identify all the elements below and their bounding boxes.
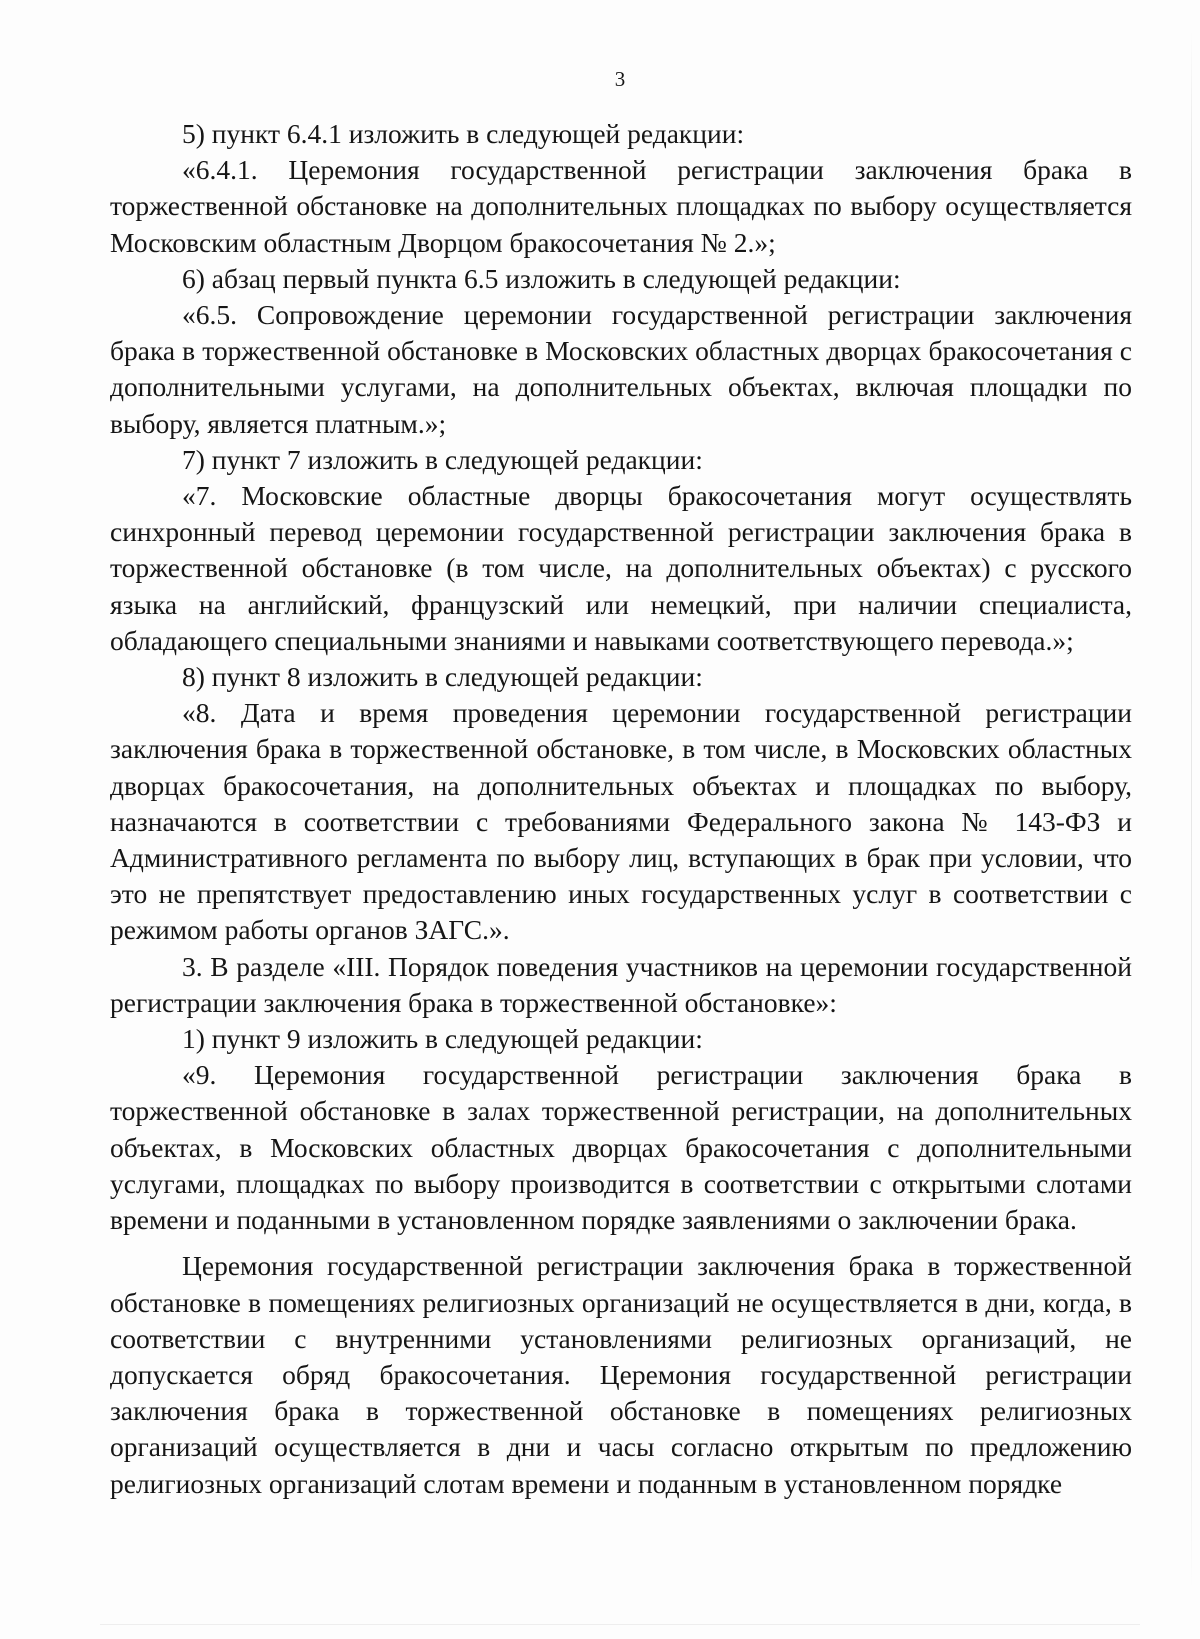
paragraph-item-6: 6) абзац первый пункта 6.5 изложить в следующей редакции: [182,262,901,294]
paragraph-clause-9: «9. Церемония государственной регистрации заключения брака в торжественной обстановке в залах торжественной регистрации, на дополнительных объектах, в Московских областных дворцах бракосочетания с дополнительными услугами, площадках по выбору производится в соответствии с открытыми слотами времени и поданными в установленном порядке заявлениями о заключении брака. [110,1059,1132,1236]
paragraph-religious-ceremony: Церемония государственной регистрации заключения брака в торжественной обстановке в помещениях религиозных организаций не осуществляется в дни, когда, в соответствии с внутренними установлениями религиозных организаций, не допускается обряд бракосочетания. Церемония государственной регистрации заключения брака в торжественной обстановке в помещениях религиозных организаций осуществляется в дни и часы согласно открытым по предложению религиозных организаций слотам времени и поданным в установленном порядке [110,1250,1132,1499]
paragraph-item-7: 7) пункт 7 изложить в следующей редакции: [182,443,703,475]
scan-edge-line [1191,30,1192,1590]
document-body [110,116,1132,1502]
page-number: 3 [614,67,626,91]
paragraph-section-3: 3. В разделе «III. Порядок поведения участников на церемонии государственной регистрации заключения брака в торжественной обстановке»: [110,950,1132,1018]
paragraph-clause-7: «7. Московские областные дворцы бракосочетания могут осуществлять синхронный перевод церемонии государственной регистрации заключения брака в торжественной обстановке (в том числе, на дополнительных объектах) с русского языка на английский, французский или немецкий, при наличии специалиста, обладающего специальными знаниями и навыками соответствующего перевода.»; [110,480,1132,656]
paragraph-clause-6-4-1: «6.4.1. Церемония государственной регистрации заключения брака в торжественной обстановке на дополнительных площадках по выбору осуществляется Московским областным Дворцом бракосочетания № 2.»; [110,154,1132,258]
scan-bottom-line [100,1624,1140,1625]
paragraph-item-1: 1) пункт 9 изложить в следующей редакции: [182,1023,703,1055]
paragraph-clause-8: «8. Дата и время проведения церемонии государственной регистрации заключения брака в торжественной обстановке, в том числе, в Московских областных дворцах бракосочетания, на дополнительных объектах и площадках по выбору, назначаются в соответствии с требованиями Федерального закона № 143-ФЗ и Административного регламента по выбору лиц, вступающих в брак при условии, что это не препятствует предоставлению иных государственных услуг в соответствии с режимом работы органов ЗАГС.». [110,697,1132,946]
paragraph-item-5: 5) пункт 6.4.1 изложить в следующей редакции: [182,118,745,149]
paragraph-clause-6-5: «6.5. Сопровождение церемонии государственной регистрации заключения брака в торжественной обстановке в Московских областных дворцах бракосочетания с дополнительными услугами, на дополнительных объектах, включая площадки по выбору, является платным.»; [110,299,1132,439]
paragraph-item-8: 8) пункт 8 изложить в следующей редакции: [182,661,703,693]
